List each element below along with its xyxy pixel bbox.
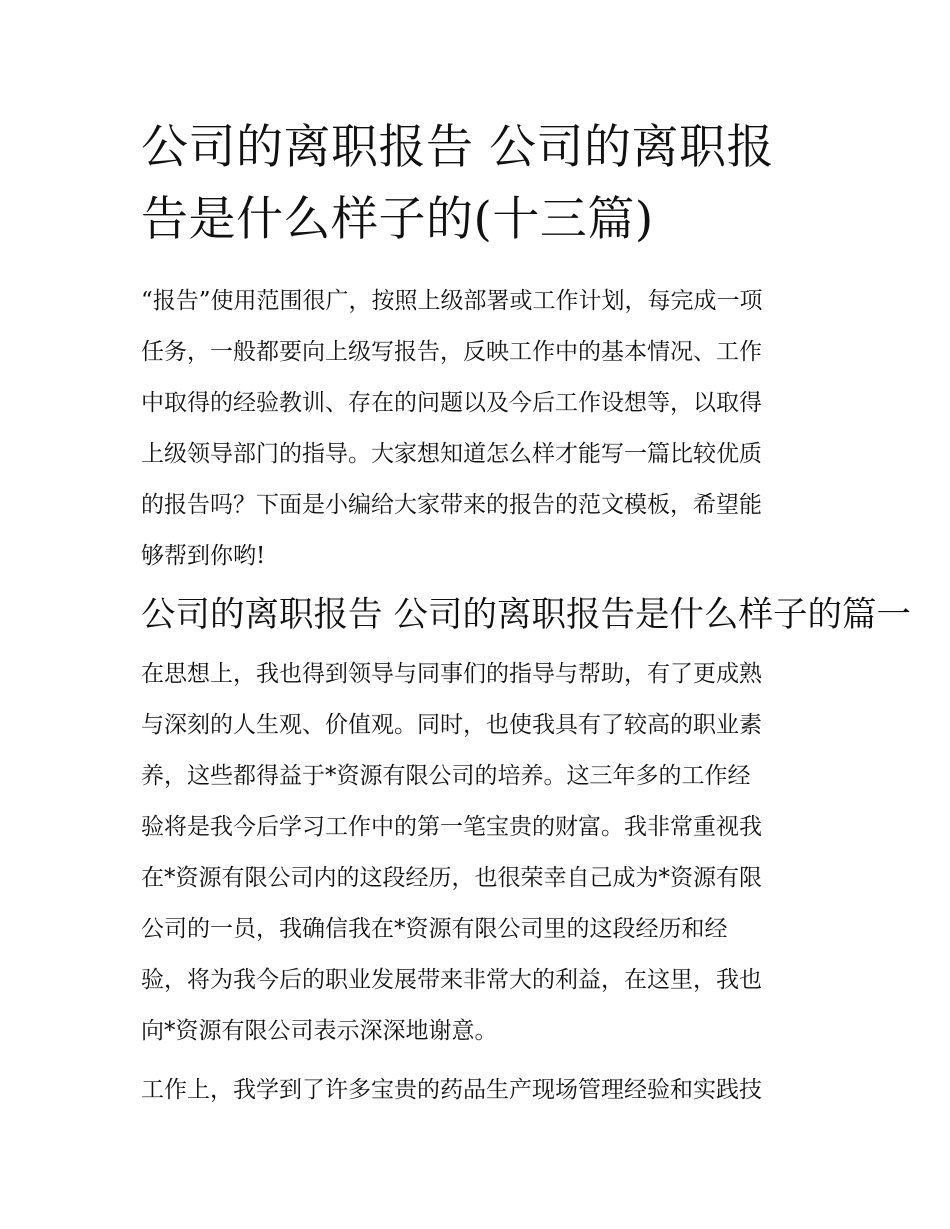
text-line: 的报告吗？下面是小编给大家带来的报告的范文模板，希望能	[141, 492, 762, 518]
text-line: 够帮到你哟!	[141, 543, 266, 569]
document-body	[141, 276, 911, 1116]
section-heading-text: 公司的离职报告 公司的离职报告是什么样子的篇一	[141, 595, 911, 635]
text-line: 养，这些都得益于*资源有限公司的培养。这三年多的工作经	[141, 763, 751, 789]
intro-paragraph	[141, 276, 813, 582]
text-line: 与深刻的人生观、价值观。同时，也使我具有了较高的职业素	[141, 712, 762, 738]
body-paragraph-2	[141, 1065, 813, 1116]
text-line: 在思想上，我也得到领导与同事们的指导与帮助，有了更成熟	[141, 661, 762, 687]
text-line: 验，将为我今后的职业发展带来非常大的利益，在这里，我也	[141, 967, 762, 993]
text-line: 上级领导部门的指导。大家想知道怎么样才能写一篇比较优质	[141, 441, 762, 467]
document-title	[141, 112, 813, 256]
title-line: 公司的离职报告 公司的离职报	[141, 120, 774, 175]
text-line: 工作上，我学到了许多宝贵的药品生产现场管理经验和实践技	[141, 1077, 762, 1103]
text-line: 在*资源有限公司内的这段经历，也很荣幸自己成为*资源有限	[141, 865, 762, 891]
section-heading	[141, 590, 911, 641]
text-line: 任务，一般都要向上级写报告，反映工作中的基本情况、工作	[141, 339, 762, 365]
body-paragraph-1	[141, 649, 813, 1057]
text-line: 向*资源有限公司表示深深地谢意。	[141, 1018, 498, 1044]
text-line: “报告”使用范围很广，按照上级部署或工作计划，每完成一项	[141, 288, 763, 314]
title-line: 告是什么样子的(十三篇)	[141, 192, 654, 247]
text-line: 中取得的经验教训、存在的问题以及今后工作设想等，以取得	[141, 390, 762, 416]
text-line: 验将是我今后学习工作中的第一笔宝贵的财富。我非常重视我	[141, 814, 762, 840]
document-page	[141, 112, 911, 1124]
text-line: 公司的一员，我确信我在*资源有限公司里的这段经历和经	[141, 916, 728, 942]
